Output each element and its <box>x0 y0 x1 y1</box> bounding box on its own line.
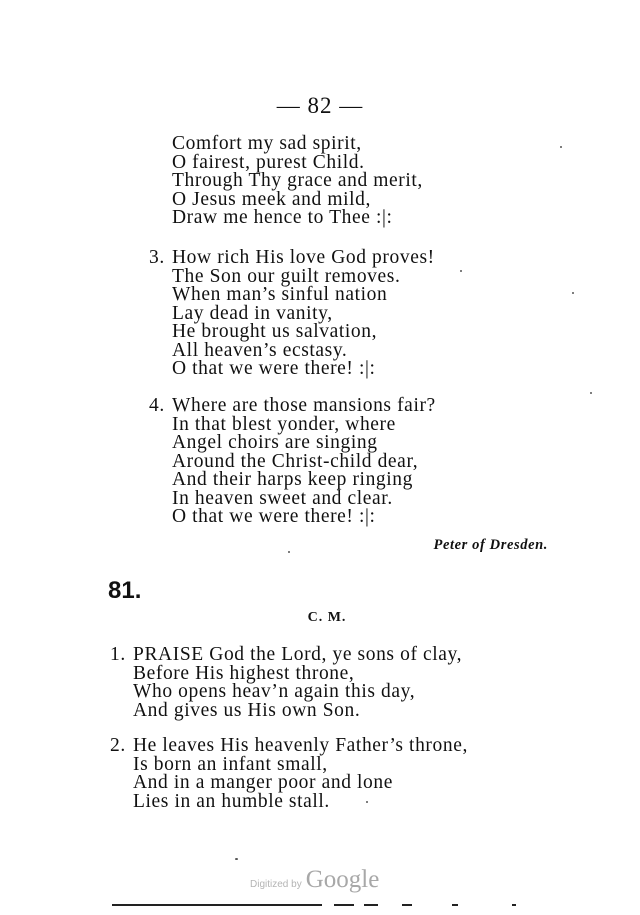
verse-line: And gives us His own Son. <box>133 699 361 721</box>
verse-line: And in a manger poor and lone <box>133 772 393 793</box>
continued-stanza <box>172 135 423 228</box>
hymn-meter: C. M. <box>307 610 347 625</box>
verse-text: PRAISE God the Lord, ye sons of clay, <box>133 644 463 665</box>
verse-line: Through Thy grace and merit, <box>172 170 423 191</box>
stanza-4 <box>149 395 436 527</box>
stanza-number: 1. <box>110 644 126 665</box>
verse-line: Is born an infant small, <box>133 753 328 775</box>
print-speck <box>235 858 238 860</box>
stanza-number: 3. <box>149 247 165 268</box>
watermark-prefix: Digitized by <box>250 879 302 890</box>
verse-line <box>149 247 435 268</box>
verse-line: Before His highest throne, <box>133 662 355 684</box>
hymn-number: 81. <box>108 577 142 604</box>
stanza-number: 2. <box>110 735 126 756</box>
verse-text: Where are those mansions fair? <box>172 395 436 416</box>
stanza-3 <box>149 247 435 379</box>
verse-line <box>149 395 436 416</box>
verse-line: Lies in an humble stall. <box>133 790 330 812</box>
hymn-author: Peter of Dresden. <box>433 537 548 553</box>
digitized-watermark <box>250 866 379 894</box>
verse-line: And their harps keep ringing <box>172 469 413 490</box>
verse-line: O fairest, purest Child. <box>172 151 365 173</box>
verse-line: He brought us salvation, <box>172 321 378 342</box>
verse-line <box>110 644 463 665</box>
verse-text: How rich His love God proves! <box>172 247 435 268</box>
verse-line: Around the Christ-child dear, <box>172 450 419 472</box>
bottom-edge-rule <box>112 903 532 907</box>
google-logo: Google <box>305 866 380 893</box>
print-speck <box>460 270 462 272</box>
verse-line: Comfort my sad spirit, <box>172 133 362 154</box>
print-speck <box>572 292 574 294</box>
page-number: — 82 — <box>276 93 364 118</box>
verse-line: In that blest yonder, where <box>172 413 396 435</box>
stanza-number: 4. <box>149 395 165 416</box>
verse-line: The Son our guilt removes. <box>172 265 401 287</box>
verse-line <box>110 735 468 756</box>
verse-line: Who opens heav’n again this day, <box>133 681 416 702</box>
verse-line: O Jesus meek and mild, <box>172 188 371 210</box>
verse-text: He leaves His heavenly Father’s throne, <box>133 735 468 756</box>
verse-line: All heaven’s ecstasy. <box>172 339 348 361</box>
verse-line: O that we were there! :|: <box>172 358 376 379</box>
verse-line: Angel choirs are singing <box>172 432 378 453</box>
verse-line: Draw me hence to Thee :|: <box>172 207 393 228</box>
print-speck <box>590 392 592 394</box>
verse-line: When man’s sinful nation <box>172 284 388 305</box>
verse-line: O that we were there! :|: <box>172 506 376 527</box>
verse-line: Lay dead in vanity, <box>172 302 333 324</box>
print-speck <box>560 146 562 148</box>
hymn-stanza-2 <box>110 735 468 812</box>
hymn-stanza-1 <box>110 644 463 721</box>
print-speck <box>288 551 290 553</box>
print-speck <box>366 801 368 803</box>
verse-line: In heaven sweet and clear. <box>172 487 393 509</box>
